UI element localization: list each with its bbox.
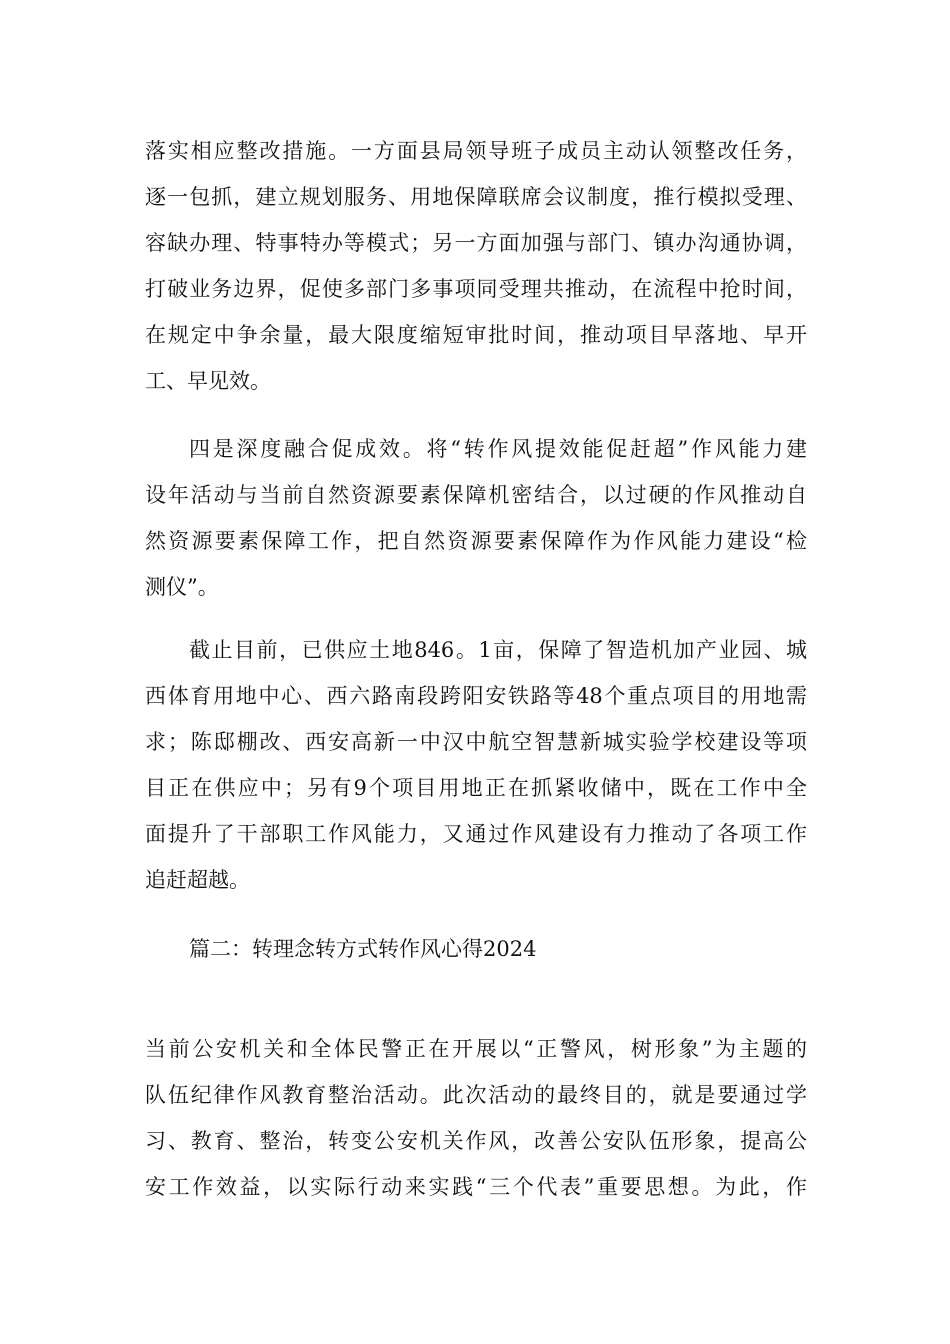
text-line: 截止目前，已供应土地846。1亩，保障了智造机加产业园、城 [189,638,807,662]
text-line: 队伍纪律作风教育整治活动。此次活动的最终目的，就是要通过学 [145,1083,807,1107]
text-line: 工、早见效。 [145,369,271,393]
text-line: 然资源要素保障工作，把自然资源要素保障作为作风能力建设“检 [145,529,807,553]
text-line: 求；陈邸棚改、西安高新一中汉中航空智慧新城实验学校建设等项 [145,730,807,754]
text-line: 打破业务边界，促使多部门多事项同受理共推动，在流程中抢时间， [145,277,807,301]
paragraph-deep-integration [145,426,807,610]
text-line: 设年活动与当前自然资源要素保障机密结合，以过硬的作风推动自 [145,483,807,507]
section-heading-text: 篇二：转理念转方式转作风心得2024 [189,937,537,961]
text-line: 在规定中争余量，最大限度缩短审批时间，推动项目早落地、早开 [145,323,807,347]
text-line: 安工作效益，以实际行动来实践“三个代表”重要思想。为此，作 [145,1175,807,1199]
paragraph-land-supply-results [145,627,807,903]
text-line: 四是深度融合促成效。将“转作风提效能促赶超”作风能力建 [189,437,807,461]
paragraph-rectification-measures [145,128,807,404]
text-line: 目正在供应中；另有9个项目用地正在抓紧收储中，既在工作中全 [145,776,807,800]
text-line: 落实相应整改措施。一方面县局领导班子成员主动认领整改任务， [145,139,807,163]
text-line: 当前公安机关和全体民警正在开展以“正警风，树形象”为主题的 [145,1037,807,1061]
text-line: 西体育用地中心、西六路南段跨阳安铁路等48个重点项目的用地需 [145,684,807,708]
text-line: 容缺办理、特事特办等模式；另一方面加强与部门、镇办沟通协调， [145,231,807,255]
text-line: 面提升了干部职工作风能力，又通过作风建设有力推动了各项工作 [145,822,807,846]
text-line: 习、教育、整治，转变公安机关作风，改善公安队伍形象，提高公 [145,1129,807,1153]
text-line: 逐一包抓，建立规划服务、用地保障联席会议制度，推行模拟受理、 [145,185,807,209]
text-line: 测仪”。 [145,575,219,599]
section-heading [145,926,807,972]
text-line: 追赶超越。 [145,868,250,892]
paragraph-police-discipline [145,1026,807,1210]
